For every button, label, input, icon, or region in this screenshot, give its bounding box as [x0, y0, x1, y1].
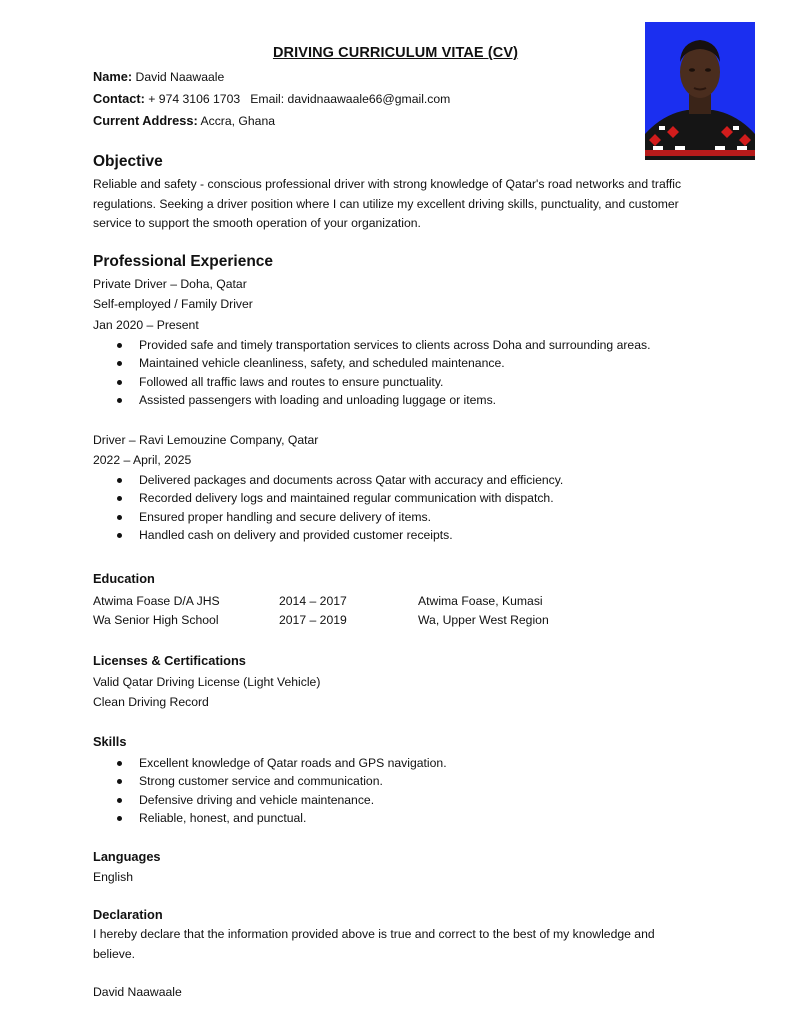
declaration-text: I hereby declare that the information provided above is true and correct to the best of my knowledge and believe. — [93, 927, 655, 961]
list-item: Handled cash on delivery and provided customer receipts. — [93, 526, 563, 544]
license-item: Valid Qatar Driving License (Light Vehicle) — [93, 675, 321, 689]
languages-heading: Languages — [93, 849, 161, 864]
education-location: Wa, Upper West Region — [418, 613, 549, 627]
profile-photo — [645, 22, 755, 160]
education-row — [93, 611, 653, 629]
list-item: Excellent knowledge of Qatar roads and GPS navigation. — [93, 754, 447, 772]
list-item: Delivered packages and documents across Qatar with accuracy and efficiency. — [93, 471, 563, 489]
education-row — [93, 592, 653, 610]
list-item: Defensive driving and vehicle maintenance. — [93, 791, 447, 809]
portrait-image — [645, 22, 755, 160]
list-item: Assisted passengers with loading and unloading luggage or items. — [93, 391, 650, 409]
education-school: Wa Senior High School — [93, 613, 219, 627]
education-school: Atwima Foase D/A JHS — [93, 594, 220, 608]
name-label: Name: — [93, 69, 133, 84]
skills-heading: Skills — [93, 734, 127, 749]
job-title: Driver – Ravi Lemouzine Company, Qatar — [93, 433, 319, 447]
contact-value: + 974 3106 1703 Email: davidnaawaale66@gmail.com — [148, 92, 451, 106]
objective-text: Reliable and safety - conscious professional driver with strong knowledge of Qatar's road networks and traffic regulations. Seeking a driver position where I can utilize my excellent driving skills, punctuality, and customer service to support the smooth operation of your organization. — [93, 177, 682, 230]
license-item: Clean Driving Record — [93, 695, 209, 709]
education-location: Atwima Foase, Kumasi — [418, 594, 543, 608]
job-period: 2022 – April, 2025 — [93, 453, 192, 467]
objective-heading: Objective — [93, 153, 163, 170]
list-item: Ensured proper handling and secure delivery of items. — [93, 508, 563, 526]
job-role: Self-employed / Family Driver — [93, 297, 253, 311]
education-years: 2017 – 2019 — [279, 613, 347, 627]
declaration-heading: Declaration — [93, 907, 163, 922]
job-period: Jan 2020 – Present — [93, 318, 199, 332]
list-item: Strong customer service and communication. — [93, 772, 447, 790]
education-heading: Education — [93, 571, 155, 586]
language-item: English — [93, 870, 133, 884]
job-duties-list — [93, 336, 650, 409]
name-line — [93, 69, 224, 85]
job-duties-list — [93, 471, 563, 544]
name-value: David Naawaale — [135, 70, 225, 84]
list-item: Reliable, honest, and punctual. — [93, 809, 447, 827]
address-label: Current Address: — [93, 113, 198, 128]
licenses-heading: Licenses & Certifications — [93, 653, 246, 668]
list-item: Followed all traffic laws and routes to ensure punctuality. — [93, 373, 650, 391]
document-title: DRIVING CURRICULUM VITAE (CV) — [272, 45, 519, 61]
address-line — [93, 113, 275, 129]
experience-heading: Professional Experience — [93, 253, 274, 270]
education-years: 2014 – 2017 — [279, 594, 347, 608]
address-value: Accra, Ghana — [200, 114, 276, 128]
list-item: Maintained vehicle cleanliness, safety, and scheduled maintenance. — [93, 354, 650, 372]
list-item: Provided safe and timely transportation services to clients across Doha and surrounding areas. — [93, 336, 650, 354]
signature-name: David Naawaale — [93, 985, 182, 999]
contact-line — [93, 91, 450, 107]
contact-label: Contact: — [93, 91, 145, 106]
skills-list — [93, 754, 447, 827]
job-title: Private Driver – Doha, Qatar — [93, 277, 247, 291]
list-item: Recorded delivery logs and maintained regular communication with dispatch. — [93, 489, 563, 507]
